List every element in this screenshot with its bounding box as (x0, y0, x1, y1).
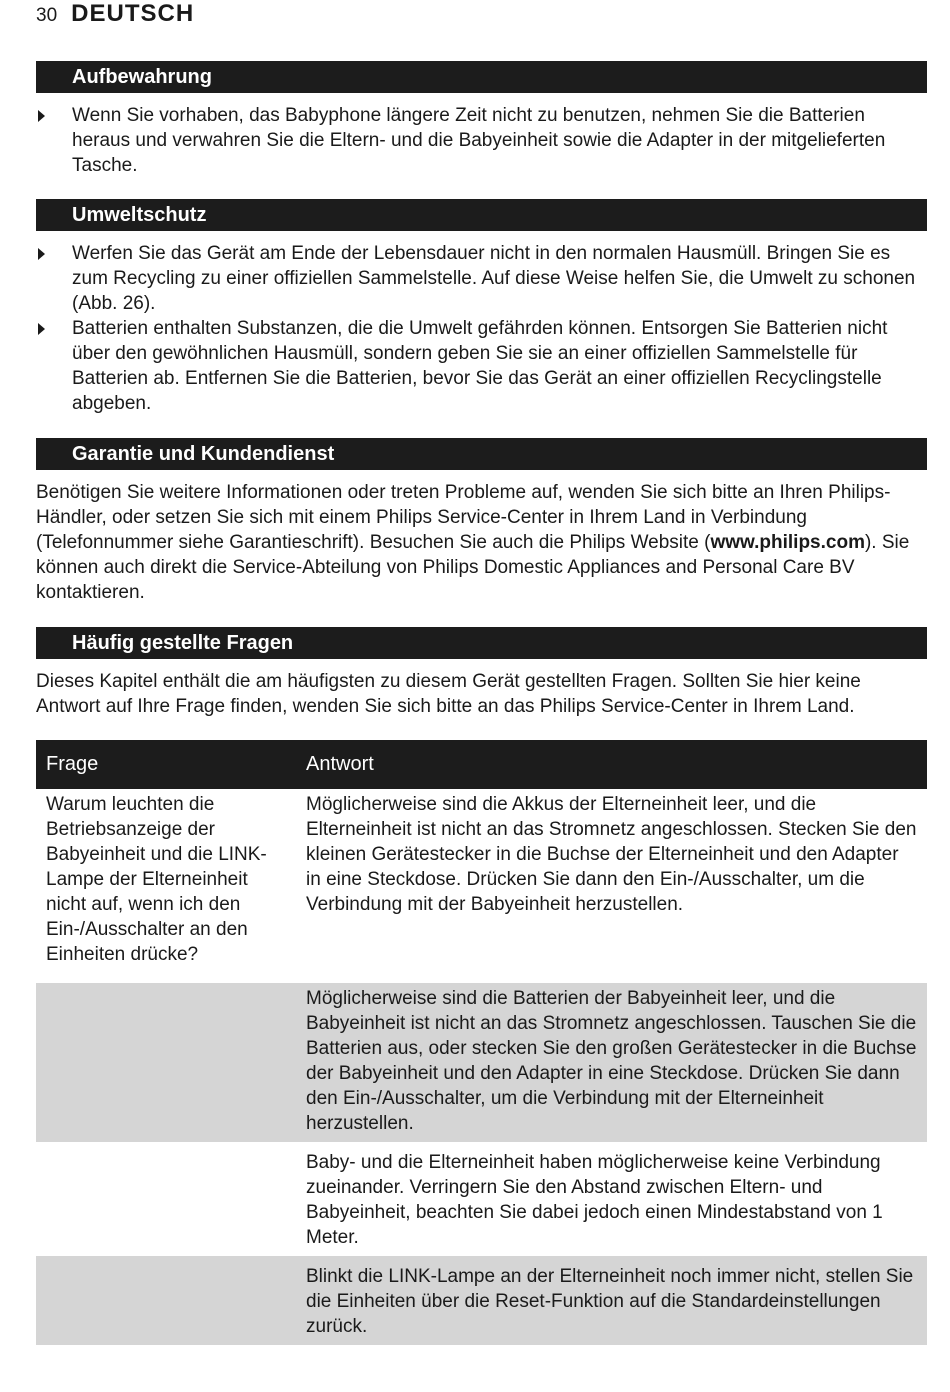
table-spacer (36, 973, 927, 983)
section-heading-garantie: Garantie und Kundendienst (36, 438, 927, 470)
faq-table (36, 740, 927, 1345)
faq-answer: Blinkt die LINK-Lampe an der Elterneinheit noch immer nicht, stellen Sie die Einheiten über die Reset-Funktion auf die Standardeinstellungen zurück. (296, 1256, 927, 1345)
list-item (36, 103, 927, 178)
faq-answer: Möglicherweise sind die Batterien der Babyeinheit leer, und die Babyeinheit ist nicht an das Stromnetz angeschlossen. Tauschen Sie die Batterien aus, oder stecken Sie den großen Gerätestecker in die Buchse der Babyeinheit und den Adapter in eine Steckdose. Drücken Sie dann den Ein-/Ausschalter, um die Verbindung mit der Elterneinheit herzustellen. (296, 983, 927, 1142)
bullet-icon (38, 110, 45, 122)
table-row (36, 1256, 927, 1345)
faq-question-empty (36, 1142, 296, 1256)
column-header-question: Frage (36, 740, 296, 789)
faq-question-empty (36, 1256, 296, 1345)
list-item-text: Werfen Sie das Gerät am Ende der Lebensdauer nicht in den normalen Hausmüll. Bringen Sie es zum Recycling zu einer offiziellen Sammelstelle. Auf diese Weise helfen Sie, die Umwelt zu schonen (Abb. 26). (72, 243, 916, 314)
page-header (36, 0, 194, 30)
language-heading: DEUTSCH (71, 0, 195, 27)
umweltschutz-list (36, 241, 927, 416)
table-row (36, 789, 927, 973)
section-heading-faq: Häufig gestellte Fragen (36, 627, 927, 659)
list-item (36, 241, 927, 316)
column-header-answer: Antwort (296, 740, 927, 789)
bullet-icon (38, 323, 45, 335)
list-item-text: Wenn Sie vorhaben, das Babyphone längere Zeit nicht zu benutzen, nehmen Sie die Batterien heraus und verwahren Sie die Eltern- und die Babyeinheit sowie die Adapter in der mitgelieferten Tasche. (72, 105, 886, 176)
section-heading-aufbewahrung: Aufbewahrung (36, 61, 927, 93)
faq-answer: Möglicherweise sind die Akkus der Elterneinheit leer, und die Elterneinheit ist nicht an das Stromnetz angeschlossen. Stecken Sie den kleinen Gerätestecker in die Buchse der Elterneinheit und den Adapter in eine Steckdose. Drücken Sie dann den Ein-/Ausschalter, um die Verbindung mit der Babyeinheit herzustellen. (306, 794, 917, 915)
faq-question-empty (36, 983, 296, 1142)
philips-website-link[interactable]: www.philips.com (710, 532, 865, 553)
list-item (36, 316, 927, 416)
faq-intro: Dieses Kapitel enthält die am häufigsten zu diesem Gerät gestellten Fragen. Sollten Sie hier keine Antwort auf Ihre Frage finden, wenden Sie sich bitte an das Philips Service-Center in Ihrem Land. (36, 671, 861, 717)
garantie-text-before: Benötigen Sie weitere Informationen oder treten Probleme auf, wenden Sie sich bitte an Ihren Philips-Händler, oder setzen Sie sich mit einem Philips Service-Center in Ihrem Land in Verbindung (Telefonnummer siehe Garantieschrift). Besuchen Sie auch die Philips Website ( (36, 482, 891, 553)
table-header-row (36, 740, 927, 789)
section-heading-umweltschutz: Umweltschutz (36, 199, 927, 231)
aufbewahrung-list (36, 103, 927, 178)
table-row (36, 1142, 927, 1256)
bullet-icon (38, 248, 45, 260)
list-item-text: Batterien enthalten Substanzen, die die Umwelt gefährden können. Entsorgen Sie Batterien nicht über den gewöhnlichen Hausmüll, sondern geben Sie sie an einer offiziellen Sammelstelle für Batterien ab. Entfernen Sie die Batterien, bevor Sie das Gerät an einer offiziellen Recyclingstelle abgeben. (72, 318, 888, 414)
table-row (36, 983, 927, 1142)
garantie-paragraph (36, 480, 927, 605)
page-number: 30 (36, 5, 58, 26)
garantie-text-after: ). Sie können auch direkt die Service-Abteilung von Philips Domestic Appliances and Personal Care BV kontaktieren. (36, 532, 910, 603)
faq-question: Warum leuchten die Betriebsanzeige der Babyeinheit und die LINK-Lampe der Elterneinheit nicht auf, wenn ich den Ein-/Ausschalter an den Einheiten drücke? (46, 794, 267, 965)
faq-answer: Baby- und die Elterneinheit haben möglicherweise keine Verbindung zueinander. Verringern Sie den Abstand zwischen Eltern- und Babyeinheit, beachten Sie dabei jedoch einen Mindestabstand von 1 Meter. (306, 1152, 883, 1248)
